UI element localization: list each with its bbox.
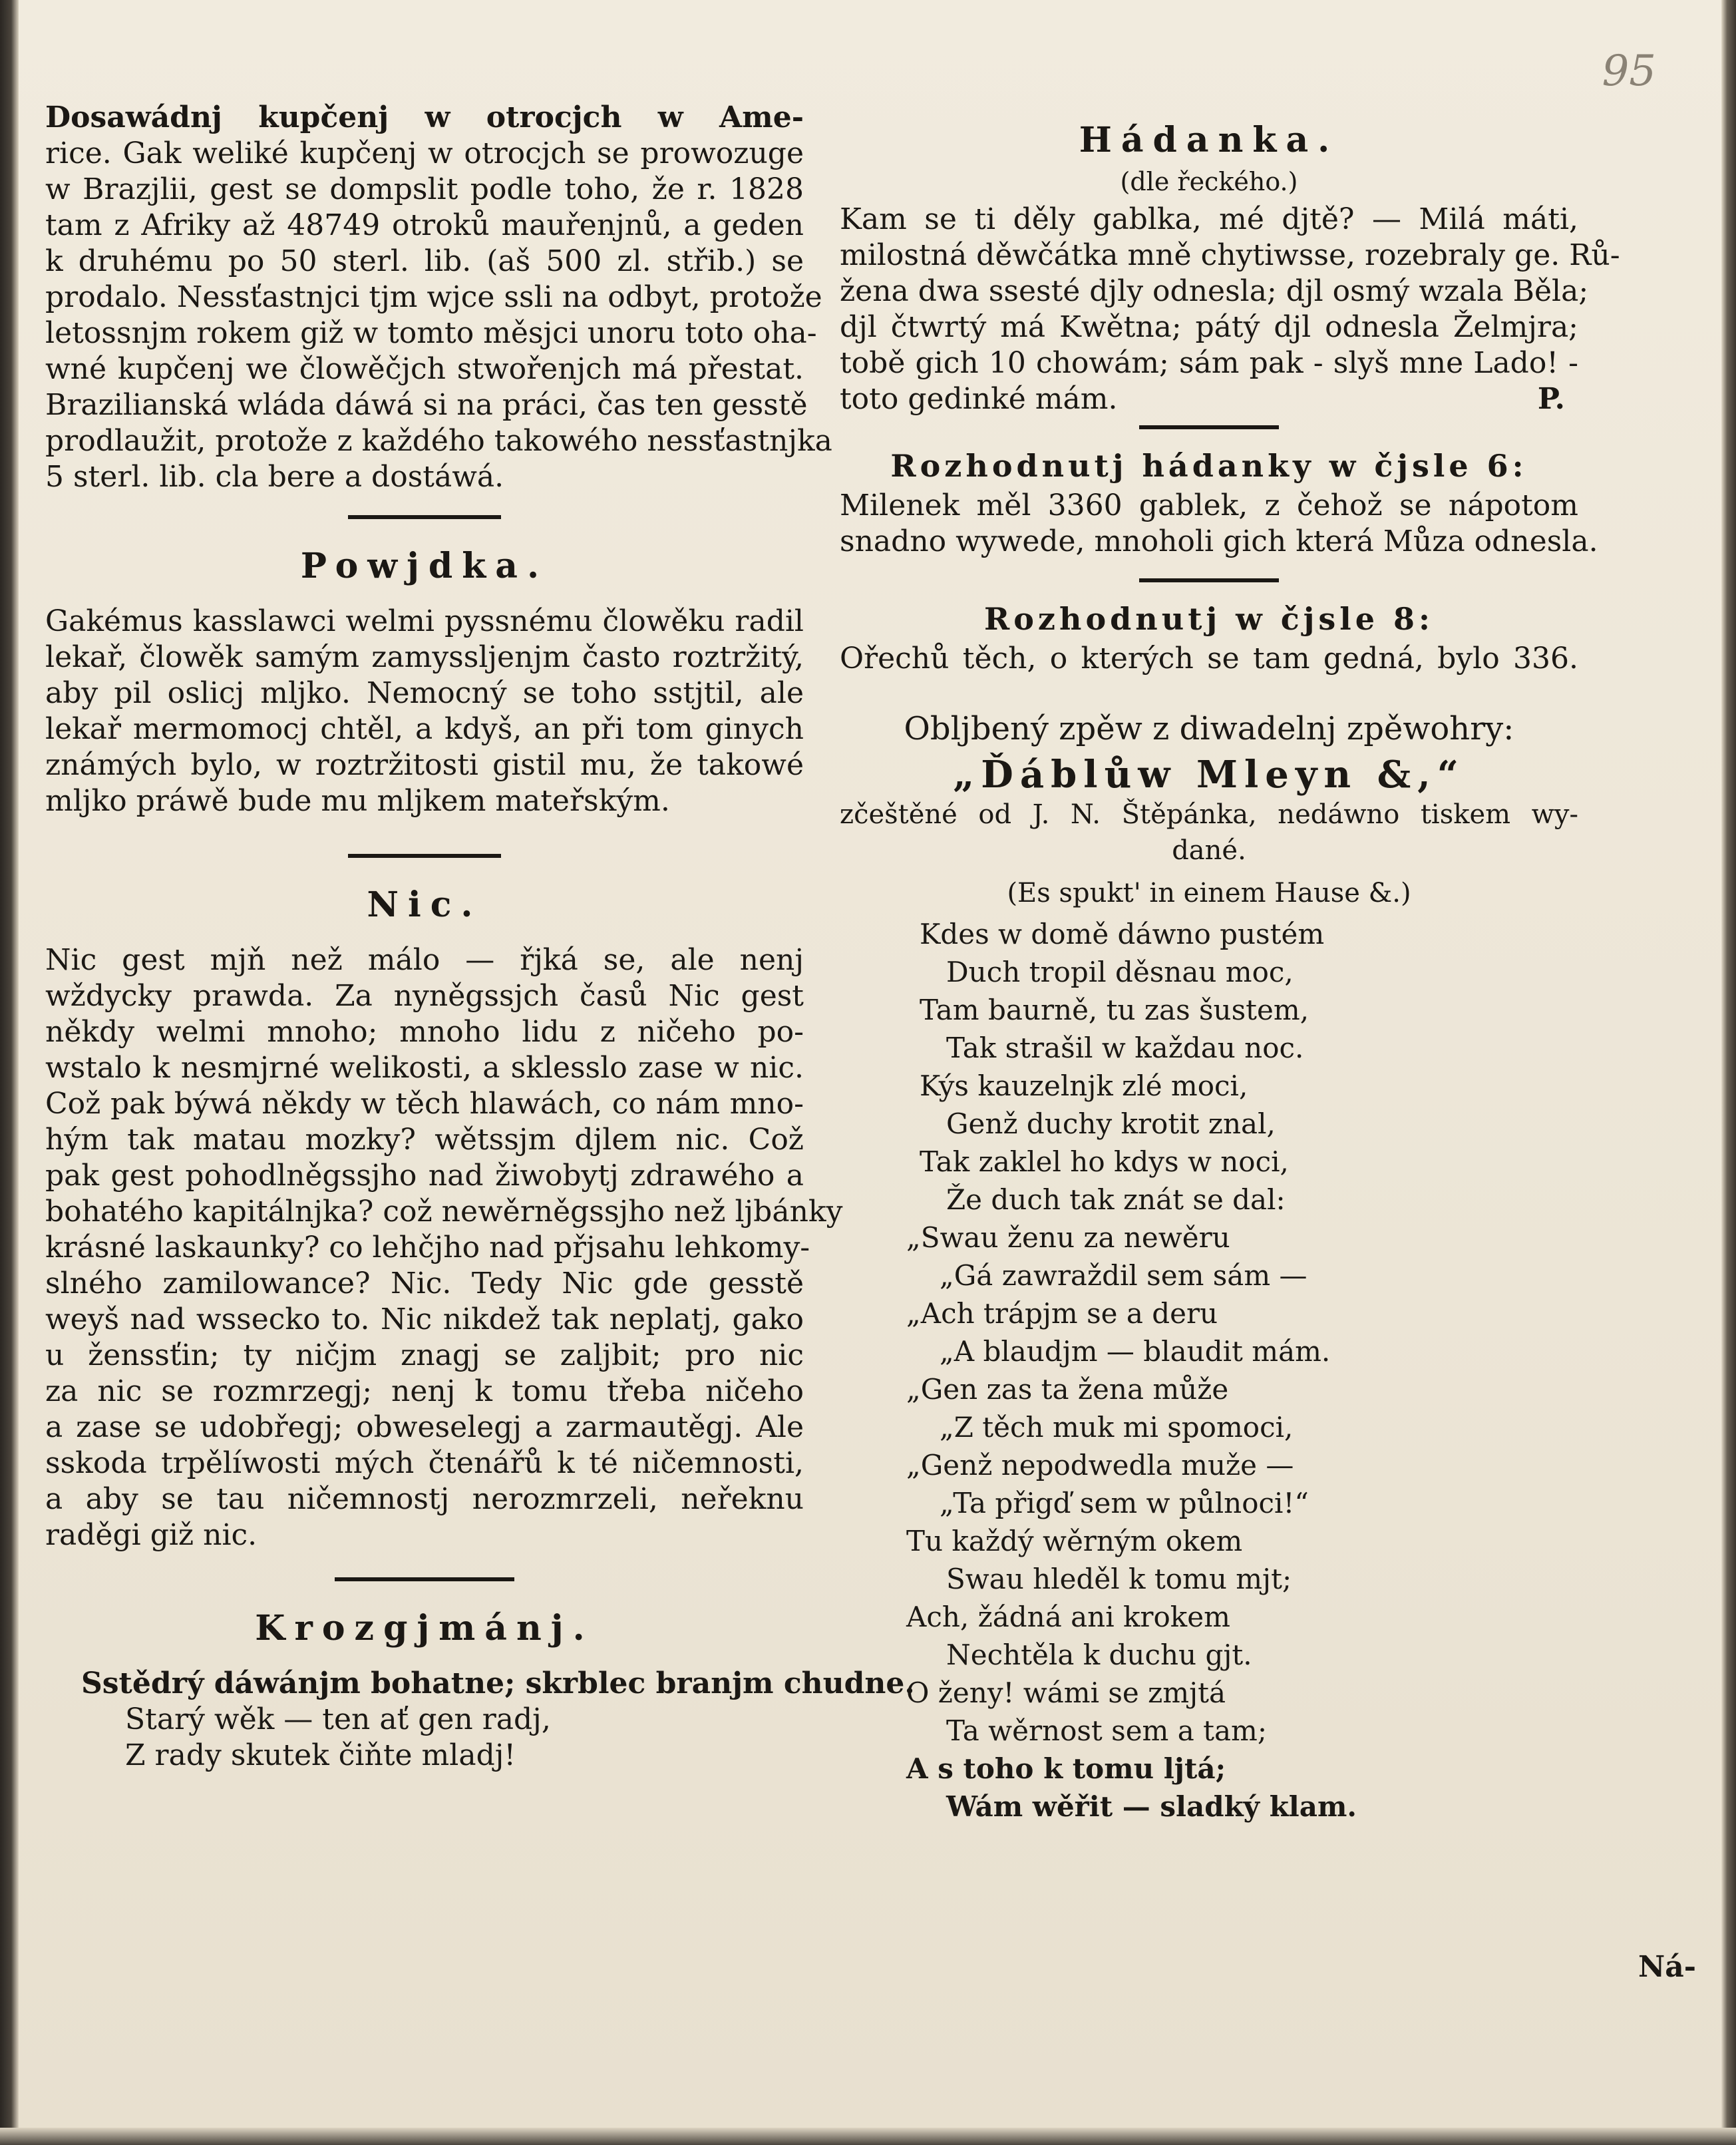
scan-border-right: [1721, 0, 1736, 2145]
section-divider: [348, 515, 501, 519]
article-line: sskoda trpělíwosti mých čtenářů k té ničemnosti,: [45, 1446, 804, 1480]
scan-border-left: [0, 0, 19, 2145]
article-line: hým tak matau mozky? wětssjm djlem nic. Což: [45, 1123, 804, 1157]
verse-line: Tak strašil w každau noc.: [946, 1032, 1304, 1064]
verse-line: O ženy! wámi se zmjtá: [906, 1676, 1226, 1709]
song-verses: [840, 915, 1578, 1826]
verse-line: A s toho k tomu ljtá;: [906, 1752, 1226, 1785]
article-line: Což pak býwá někdy w těch hlawách, co nám mno-: [45, 1087, 804, 1121]
article-line: Nic gest mjň než málo — řjká se, ale nenj: [45, 943, 804, 977]
article-line: prodlaužit, protože z každého takowého nessťastnjka: [45, 424, 832, 458]
article-line: a zase se udobřegj; obweselegj a zarmautěgj. Ale: [45, 1410, 804, 1444]
riddle-signature: P.: [1537, 382, 1565, 416]
verse-line: „A blaudjm — blaudit mám.: [940, 1335, 1331, 1368]
article-proverbs: [45, 1608, 915, 1774]
verse-line: Tu každý wěrným okem: [906, 1525, 1243, 1557]
verse-line: Duch tropil děsnau moc,: [946, 956, 1294, 988]
article-title: Powjdka.: [300, 546, 549, 586]
riddle-line: žena dwa ssesté djly odnesla; djl osmý wzala Běla;: [840, 274, 1589, 308]
article-line: raděgi giž nic.: [45, 1518, 258, 1552]
solution-line: Milenek měl 3360 gablek, z čehož se nápotom: [840, 488, 1578, 522]
article-line: někdy welmi mnoho; mnoho lidu z ničeho po-: [45, 1015, 804, 1049]
proverb-line: Z rady skutek čiňte mladj!: [125, 1738, 516, 1772]
song-title: „Ďáblůw Mleyn &,“: [953, 753, 1465, 797]
article-line: lekař mermomocj chtěl, a kdyš, an při tom ginych: [45, 712, 804, 746]
article-line: a aby se tau ničemnostj nerozmrzeli, neřeknu: [45, 1482, 804, 1516]
article-line: pak gest pohodlněgssjho nad žiwobytj zdrawého a: [45, 1159, 804, 1193]
article-title: Dosawádnj kupčenj w otrocjch w Ame-: [45, 100, 804, 134]
article-title: Nic.: [367, 884, 482, 925]
solution-6: [840, 448, 1598, 560]
verse-line: Kýs kauzelnjk zlé moci,: [920, 1070, 1248, 1102]
song-section: [840, 709, 1578, 1826]
verse-line: „Z těch muk mi spomoci,: [940, 1411, 1294, 1444]
riddle-line: djl čtwrtý má Kwětna; pátý djl odnesla Želmjra;: [840, 310, 1578, 344]
verse-line: Genž duchy krotit znal,: [946, 1107, 1276, 1140]
riddle-line-last: [840, 381, 1578, 417]
verse-line: Tak zaklel ho kdys w noci,: [920, 1145, 1289, 1178]
solution-line: snadno wywede, mnoholi gich která Můza odnesla.: [840, 524, 1598, 558]
song-intro: Obljbený zpěw z diwadelnj zpěwohry:: [904, 710, 1514, 747]
riddle-line: milostná děwčátka mně chytiwsse, rozebraly ge. Rů-: [840, 238, 1620, 272]
article-line: w Brazjlii, gest se dompslit podle toho, že r. 1828: [45, 172, 804, 206]
left-column: [45, 100, 915, 1774]
riddle-section: [840, 120, 1620, 417]
article-line: aby pil oslicj mljko. Nemocný se toho sstjtil, ale: [45, 676, 804, 710]
article-line: Brazilianská wláda dáwá si na práci, čas ten gesstě: [45, 388, 808, 422]
article-line: Gakémus kasslawci welmi pyssnému člowěku radil: [45, 604, 804, 638]
verse-line: „Ta přigď sem w půlnoci!“: [940, 1487, 1309, 1519]
article-line: prodalo. Nessťastnjci tjm wjce ssli na odbyt, protože: [45, 280, 822, 314]
article-line: wždycky prawda. Za nyněgssjch časů Nic gest: [45, 979, 804, 1013]
article-line: za nic se rozmrzegj; nenj k tomu třeba ničeho: [45, 1374, 804, 1408]
riddle-line: tobě gich 10 chowám; sám pak - slyš mne Lado! -: [840, 346, 1578, 380]
riddle-line: toto gedinké mám.: [840, 382, 1118, 416]
article-line: 5 sterl. lib. cla bere a dostáwá.: [45, 460, 504, 494]
section-divider: [1139, 425, 1279, 429]
article-line: mljko práwě bude mu mljkem mateřským.: [45, 784, 670, 818]
solution-title: Rozhodnutj hádanky w čjsle 6:: [890, 448, 1528, 484]
verse-line: „Ach trápjm se a deru: [906, 1297, 1218, 1330]
verse-line: Tam baurně, tu zas šustem,: [920, 994, 1309, 1026]
section-divider: [335, 1577, 514, 1581]
article-line: slného zamilowance? Nic. Tedy Nic gde gesstě: [45, 1267, 804, 1300]
article-line: letossnjm rokem giž w tomto měsjci unoru toto oha-: [45, 316, 817, 350]
verse-line: Swau hleděl k tomu mjt;: [946, 1563, 1292, 1595]
verse-line: Wám wěřit — sladký klam.: [946, 1790, 1357, 1823]
article-line: rice. Gak weliké kupčenj w otrocjch se prowozuge: [45, 136, 804, 170]
article-line: wstalo k nesmjrné welikosti, a sklesslo zase w nic.: [45, 1051, 804, 1085]
article-line: lekař, člowěk samým zamyssljenjm často roztržitý,: [45, 640, 804, 674]
proverb-line: Sstědrý dáwánjm bohatne; skrblec branjm chudne.: [81, 1666, 915, 1700]
article-story: [45, 546, 804, 819]
proverb-line: Starý wěk — ten ať gen radj,: [125, 1702, 551, 1736]
section-divider: [348, 854, 501, 858]
verse-line: Nechtěla k duchu gjt.: [946, 1639, 1252, 1671]
page-number: 95: [1602, 47, 1656, 96]
scan-border-bottom: [0, 2128, 1736, 2145]
section-divider: [1139, 578, 1279, 582]
verse-line: Ach, žádná ani krokem: [906, 1601, 1230, 1633]
verse-line: „Gen zas ta žena může: [906, 1373, 1229, 1406]
article-line: u ženssťin; ty ničjm znagj se zaljbit; pro nic: [45, 1338, 804, 1372]
page-catchword: Ná-: [1638, 1950, 1696, 1984]
right-column: [840, 100, 1620, 1826]
song-credit: dané.: [1172, 835, 1246, 866]
article-title: Krozgjmánj.: [255, 1608, 594, 1649]
solution-title: Rozhodnutj w čjsle 8:: [983, 601, 1435, 637]
solution-8: [840, 601, 1578, 677]
article-nothing: [45, 884, 843, 1553]
riddle-title: Hádanka.: [1079, 120, 1339, 160]
article-line: tam z Afriky až 48749 otroků mauřenjnů, a geden: [45, 208, 804, 242]
article-line: známých bylo, w roztržitosti gistil mu, že takowé: [45, 748, 804, 782]
article-line: bohatého kapitálnjka? což newěrněgssjho než ljbánky: [45, 1195, 843, 1229]
article-line: weyš nad wssecko to. Nic nikdež tak neplatj, gako: [45, 1302, 804, 1336]
song-original: (Es spukt' in einem Hause &.): [1007, 878, 1411, 908]
verse-line: „Swau ženu za newěru: [906, 1221, 1230, 1254]
article-slave-trade: [45, 100, 832, 495]
verse-line: Ta wěrnost sem a tam;: [946, 1714, 1268, 1747]
article-line: k druhému po 50 sterl. lib. (aš 500 zl. střib.) se: [45, 244, 804, 278]
verse-line: Že duch tak znát se dal:: [946, 1183, 1286, 1216]
verse-line: „Genž nepodwedla muže —: [906, 1449, 1294, 1481]
verse-line: „Gá zawraždil sem sám —: [940, 1259, 1307, 1292]
riddle-line: Kam se ti děly gablka, mé djtě? — Milá máti,: [840, 202, 1578, 236]
article-line: krásné laskaunky? co lehčjho nad přjsahu lehkomy-: [45, 1231, 810, 1265]
verse-line: Kdes w domě dáwno pustém: [920, 918, 1325, 950]
song-credit: zčeštěné od J. N. Štěpánka, nedáwno tiskem wy-: [840, 799, 1578, 830]
riddle-subtitle: (dle řeckého.): [1120, 167, 1298, 196]
article-line: wné kupčenj we člowěčjch stwořenjch má přestat.: [45, 352, 804, 386]
solution-line: Ořechů těch, o kterých se tam gedná, bylo 336.: [840, 642, 1578, 676]
